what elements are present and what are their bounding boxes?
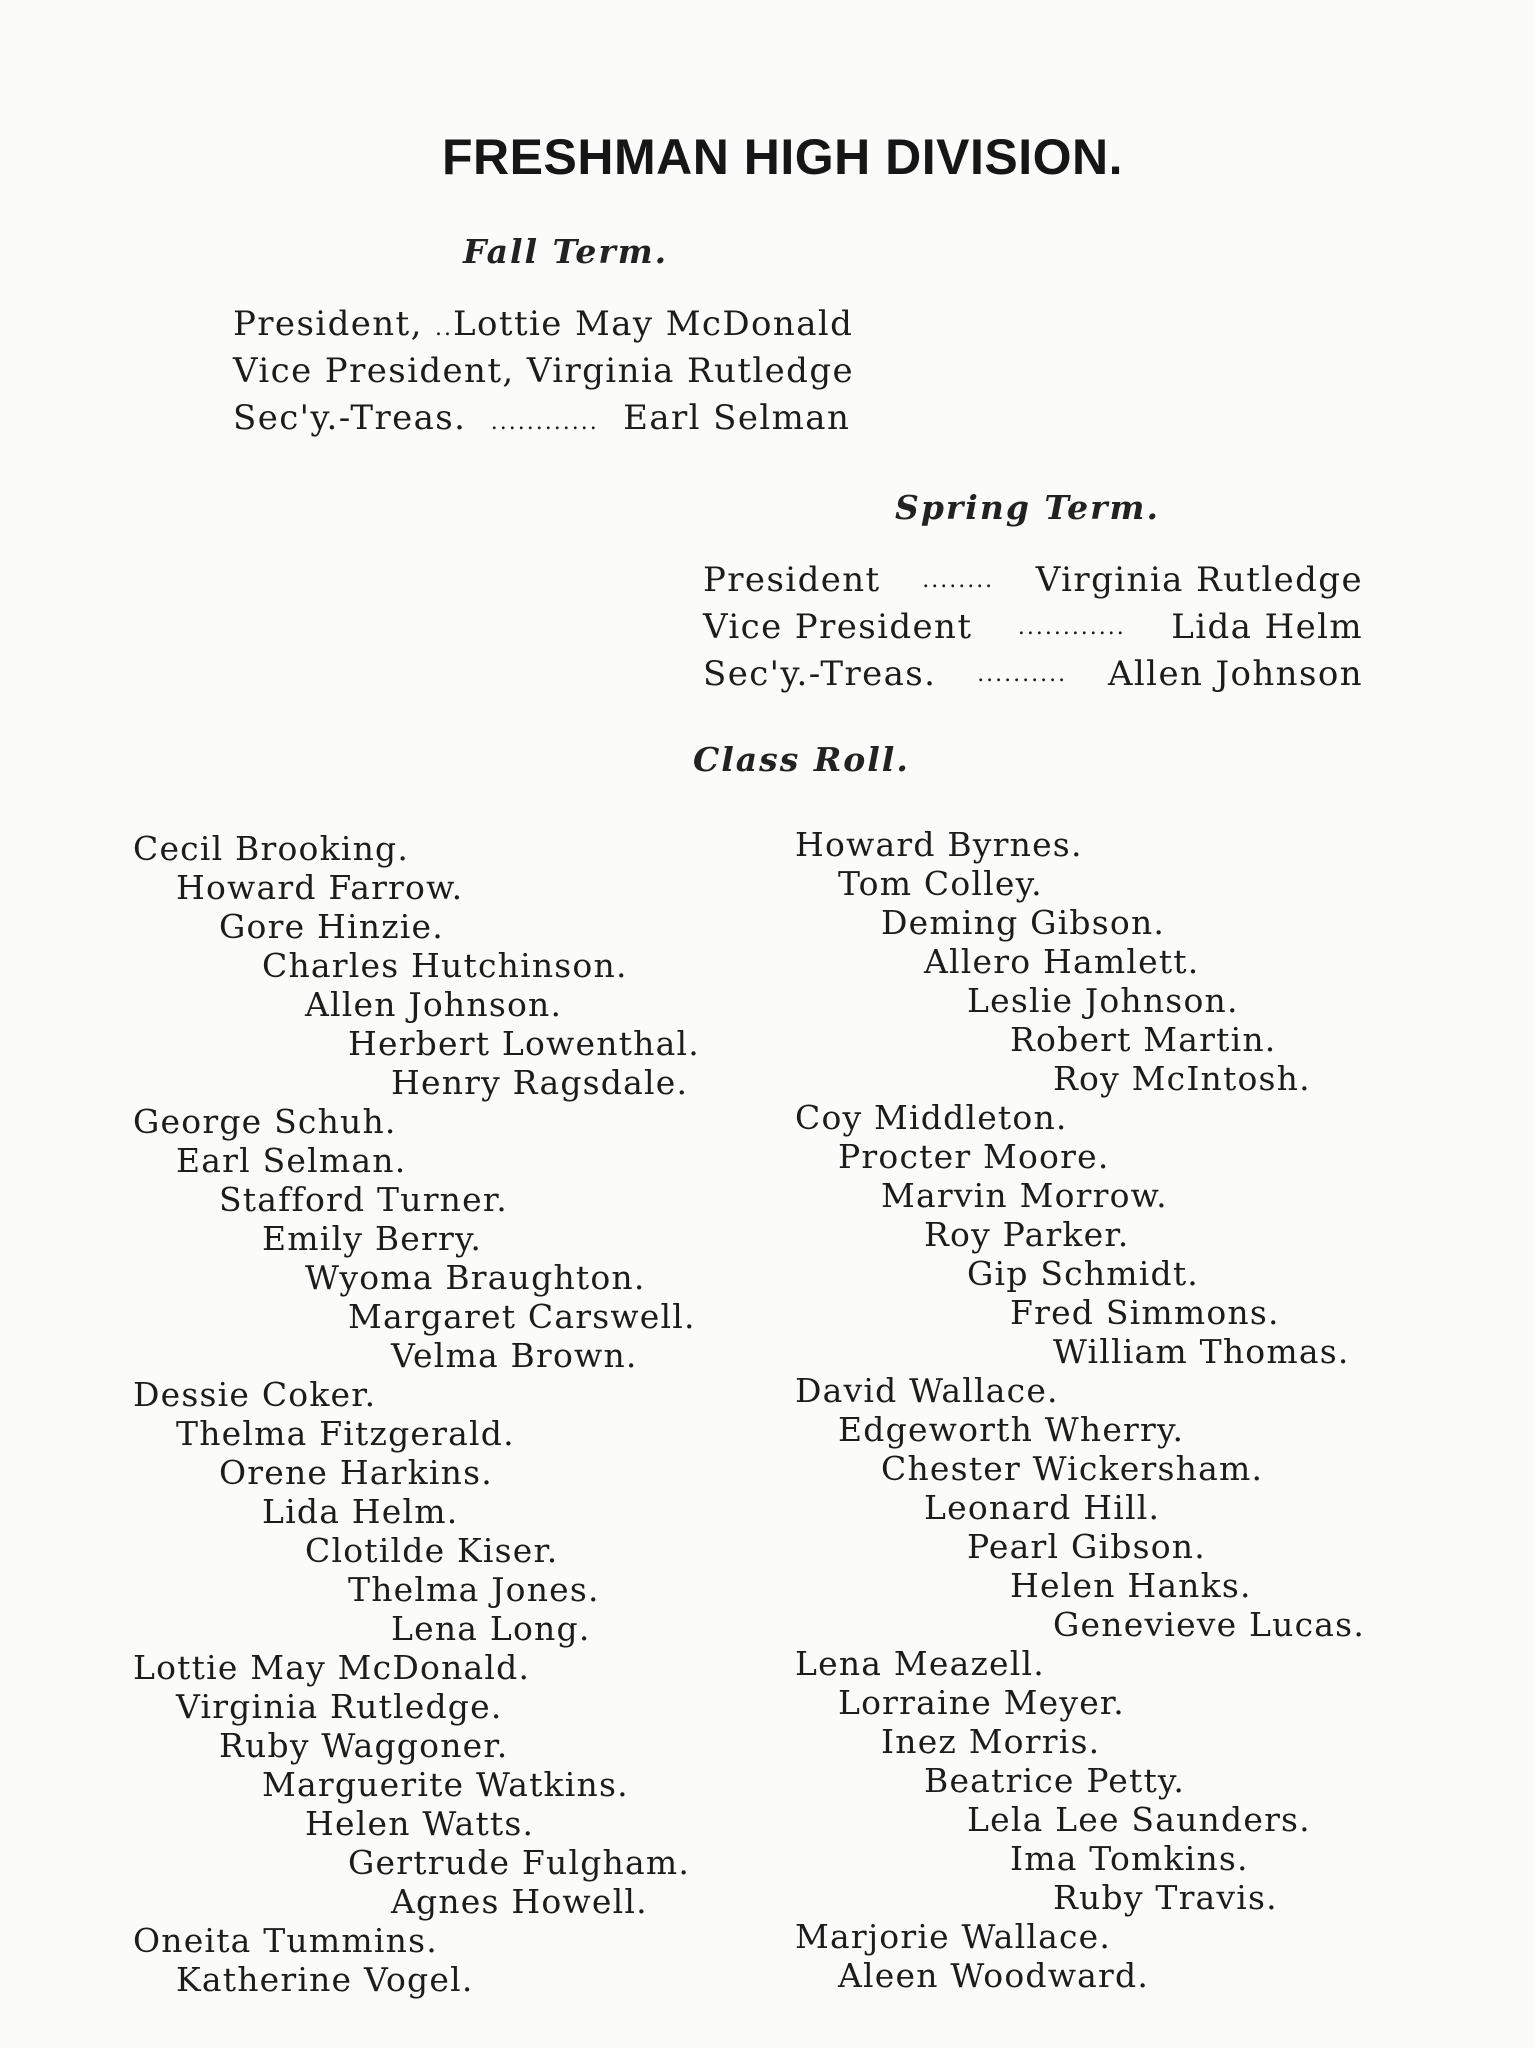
class-roll-name: Lida Helm. [262,1492,459,1531]
officer-role: Sec'y.-Treas. [703,654,937,694]
class-roll-name: Lela Lee Saunders. [967,1800,1311,1839]
class-roll-name: Leslie Johnson. [967,981,1239,1020]
officer-role: Sec'y.-Treas. [233,398,467,438]
class-roll-name: Virginia Rutledge. [176,1687,503,1726]
class-roll-name: Thelma Jones. [348,1570,600,1609]
officer-role: Vice President [703,607,973,647]
class-roll-name: Roy Parker. [924,1215,1130,1254]
class-roll-name: Lorraine Meyer. [838,1683,1125,1722]
class-roll-name: Genevieve Lucas. [1053,1605,1366,1644]
class-roll-name: Dessie Coker. [133,1375,377,1414]
class-roll-name: Stafford Turner. [219,1180,508,1219]
spring-term-officers [703,557,1363,698]
class-roll-name: Coy Middleton. [795,1098,1068,1137]
class-roll-name: Henry Ragsdale. [391,1063,689,1102]
spring-officer-row [703,651,1363,698]
class-roll-name: Ruby Waggoner. [219,1726,509,1765]
fall-officer-row [233,301,933,348]
class-roll-name: Fred Simmons. [1010,1293,1280,1332]
class-roll-name: Helen Hanks. [1010,1566,1252,1605]
class-roll-name: Marvin Morrow. [881,1176,1168,1215]
class-roll-name: Katherine Vogel. [176,1960,474,1999]
spring-officer-row [703,557,1363,604]
class-roll-name: Margaret Carswell. [348,1297,696,1336]
officer-role: Vice President, [233,351,515,391]
class-roll-name: Wyoma Braughton. [305,1258,646,1297]
class-roll-name: Velma Brown. [391,1336,638,1375]
leader-dots: ............ [1017,615,1126,640]
officer-name: Earl Selman [623,398,851,438]
leader-dots: ........ [922,568,995,593]
class-roll-name: Robert Martin. [1010,1020,1277,1059]
class-roll-name: Lottie May McDonald. [133,1648,531,1687]
class-roll-name: Chester Wickersham. [881,1449,1264,1488]
class-roll-name: Gertrude Fulgham. [348,1843,691,1882]
officer-name: Lida Helm [1171,607,1363,647]
leader-dots: ............ [490,410,599,435]
class-roll-name: Beatrice Petty. [924,1761,1186,1800]
class-roll-name: Deming Gibson. [881,903,1166,942]
class-roll-name: George Schuh. [133,1102,397,1141]
officer-role: President [703,560,881,600]
fall-term-officers [233,301,933,442]
class-roll-name: Inez Morris. [881,1722,1101,1761]
class-roll-name: Procter Moore. [838,1137,1110,1176]
class-roll-name: Lena Meazell. [795,1644,1045,1683]
officer-name: Virginia Rutledge [526,351,855,391]
leader-dots: .......... [977,662,1068,687]
spring-term-heading: Spring Term. [895,488,1160,527]
class-roll-name: Gore Hinzie. [219,907,444,946]
class-roll-name: Aleen Woodward. [838,1956,1150,1995]
class-roll-name: Helen Watts. [305,1804,535,1843]
class-roll-name: Pearl Gibson. [967,1527,1206,1566]
class-roll-name: Cecil Brooking. [133,829,410,868]
class-roll-name: Lena Long. [391,1609,591,1648]
class-roll-name: Edgeworth Wherry. [838,1410,1185,1449]
class-roll-name: Orene Harkins. [219,1453,493,1492]
class-roll-heading: Class Roll. [693,740,910,779]
class-roll-name: Ima Tomkins. [1010,1839,1249,1878]
class-roll-name: Clotilde Kiser. [305,1531,559,1570]
class-roll-name: Leonard Hill. [924,1488,1161,1527]
class-roll-name: Charles Hutchinson. [262,946,628,985]
class-roll-name: Allen Johnson. [305,985,563,1024]
leader-dots: .. [435,316,454,341]
class-roll-name: Tom Colley. [838,864,1043,903]
class-roll-name: Howard Byrnes. [795,825,1083,864]
class-roll-name: Thelma Fitzgerald. [176,1414,515,1453]
class-roll-name: Herbert Lowenthal. [348,1024,700,1063]
class-roll-left-column [133,829,700,1999]
class-roll-name: Emily Berry. [262,1219,483,1258]
class-roll-name: Gip Schmidt. [967,1254,1199,1293]
class-roll-name: Howard Farrow. [176,868,464,907]
class-roll-name: Allero Hamlett. [924,942,1200,981]
class-roll-name: David Wallace. [795,1371,1059,1410]
fall-term-heading: Fall Term. [463,232,669,271]
officer-name: Virginia Rutledge [1035,560,1363,600]
class-roll-name: Earl Selman. [176,1141,407,1180]
fall-officer-row [233,395,933,442]
class-roll-name: Marguerite Watkins. [262,1765,629,1804]
class-roll-name: Ruby Travis. [1053,1878,1278,1917]
class-roll-name: William Thomas. [1053,1332,1350,1371]
spring-officer-row [703,604,1363,651]
officer-name: Lottie May McDonald [453,304,854,344]
class-roll-name: Marjorie Wallace. [795,1917,1112,1956]
class-roll-right-column [795,825,1365,1995]
fall-officer-row [233,348,933,395]
class-roll-name: Oneita Tummins. [133,1921,438,1960]
page-title: FRESHMAN HIGH DIVISION. [442,129,1123,185]
class-roll-name: Roy McIntosh. [1053,1059,1311,1098]
officer-name: Allen Johnson [1107,654,1363,694]
class-roll-name: Agnes Howell. [391,1882,648,1921]
officer-role: President, [233,304,423,344]
